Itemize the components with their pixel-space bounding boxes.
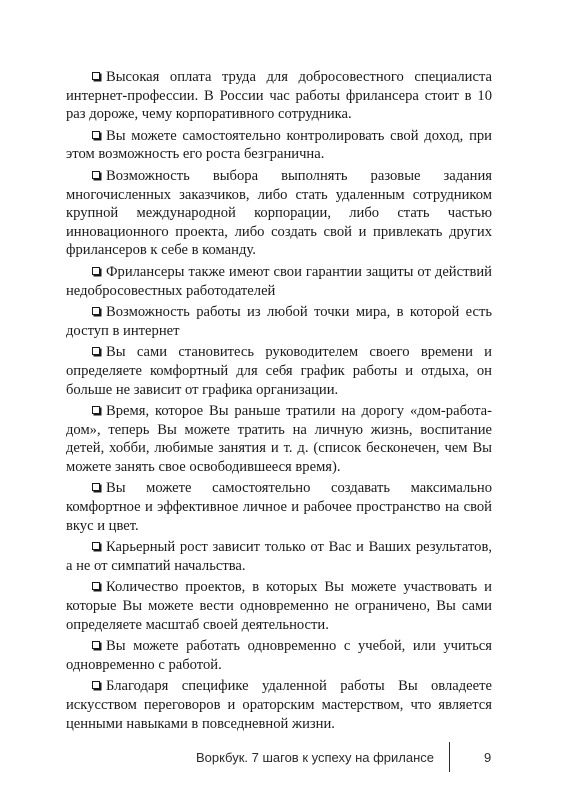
bullet-item	[66, 263, 492, 300]
bullet-item	[66, 578, 492, 634]
bullet-item	[66, 677, 492, 733]
bullet-text: Вы сами становитесь руководителем своего времени и определяете комфортный для себя график работы и отдыха, он больше не зависит от графика организации.	[66, 344, 492, 398]
bullet-item	[66, 637, 492, 674]
checkbox-bullet-icon	[92, 171, 100, 179]
footer-divider	[449, 742, 450, 772]
checkbox-bullet-icon	[92, 72, 100, 80]
bullet-text: Время, которое Вы раньше тратили на дорогу «дом-работа-дом», теперь Вы можете тратить на личную жизнь, воспитание детей, хобби, любимые занятия и т. д. (список бесконечен, чем Вы можете занять свое освободившееся время).	[66, 403, 492, 475]
bullet-text: Фрилансеры также имеют свои гарантии защиты от действий недобросовестных работодателей	[66, 263, 492, 299]
bullet-text: Вы можете самостоятельно создавать максимально комфортное и эффективное личное и рабочее пространство на свой вкус и цвет.	[66, 480, 492, 534]
checkbox-bullet-icon	[92, 641, 100, 649]
checkbox-bullet-icon	[92, 131, 100, 139]
page-number: 9	[484, 750, 492, 765]
bullet-text: Вы можете самостоятельно контролировать свой доход, при этом возможность его роста безгранична.	[66, 127, 492, 163]
bullet-item	[66, 127, 492, 164]
bullet-text: Благодаря специфике удаленной работы Вы овладеете искусством переговоров и ораторским мастерством, что является ценными навыками в повседневной жизни.	[66, 678, 492, 732]
bullet-item	[66, 538, 492, 575]
checkbox-bullet-icon	[92, 267, 100, 275]
bullet-text: Возможность выбора выполнять разовые задания многочисленных заказчиков, либо стать удаленным сотрудником крупной международной корпорации, либо стать частью инновационного проекта, либо создать свой и привлекать других фрилансеров к себе в команду.	[66, 167, 492, 259]
page-body	[66, 68, 492, 736]
checkbox-bullet-icon	[92, 307, 100, 315]
bullet-text: Количество проектов, в которых Вы можете участвовать и которые Вы можете вести одновременно не ограничено, Вы сами определяете масштаб своей деятельности.	[66, 579, 492, 633]
bullet-item	[66, 402, 492, 476]
checkbox-bullet-icon	[92, 347, 100, 355]
checkbox-bullet-icon	[92, 542, 100, 550]
bullet-text: Высокая оплата труда для добросовестного специалиста интернет-профессии. В России час работы фрилансера стоит в 10 раз дороже, чему корпоративного сотрудника.	[66, 69, 492, 123]
bullet-text: Вы можете работать одновременно с учебой, или учиться одновременно с работой.	[66, 638, 492, 673]
bullet-item	[66, 167, 492, 260]
bullet-text: Возможность работы из любой точки мира, в которой есть доступ в интернет	[66, 304, 492, 339]
checkbox-bullet-icon	[92, 406, 100, 414]
checkbox-bullet-icon	[92, 681, 100, 689]
page-footer	[0, 742, 571, 776]
bullet-item	[66, 343, 492, 399]
bullet-item	[66, 479, 492, 535]
checkbox-bullet-icon	[92, 582, 100, 590]
bullet-text: Карьерный рост зависит только от Вас и Ваших результатов, а не от симпатий начальства.	[66, 539, 492, 574]
running-footer-title: Воркбук. 7 шагов к успеху на фрилансе	[195, 750, 434, 765]
checkbox-bullet-icon	[92, 483, 100, 491]
bullet-item	[66, 68, 492, 124]
bullet-item	[66, 303, 492, 340]
